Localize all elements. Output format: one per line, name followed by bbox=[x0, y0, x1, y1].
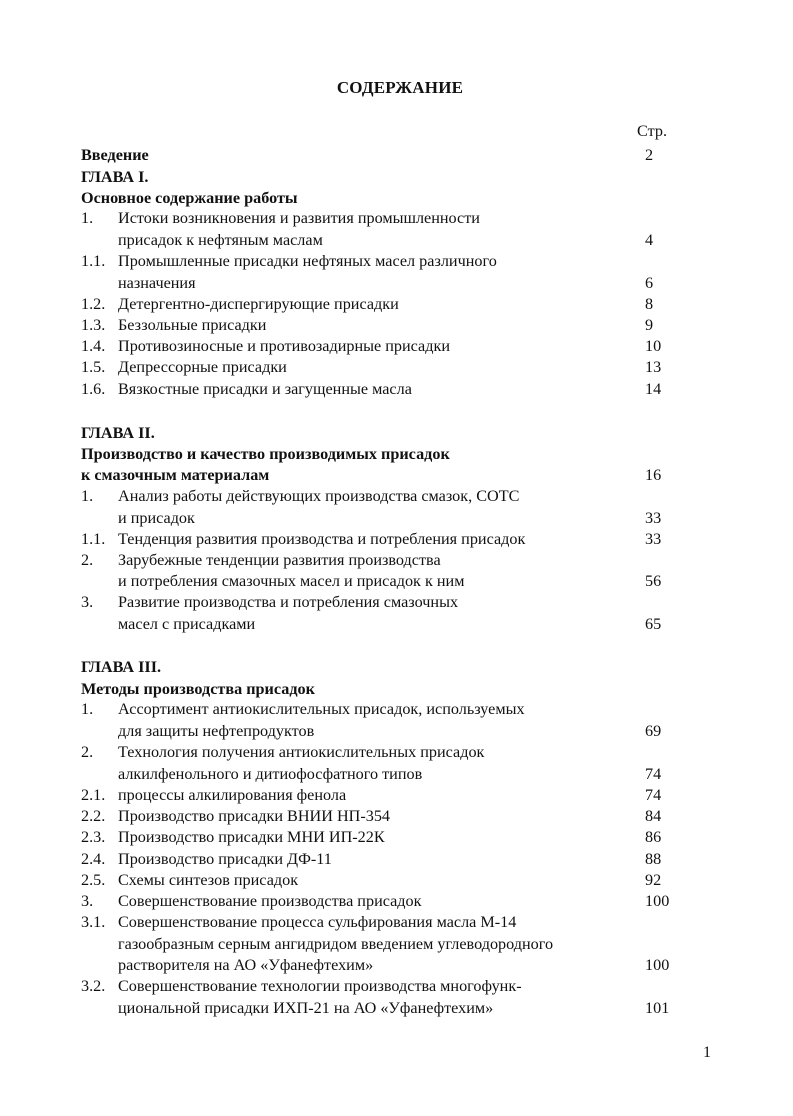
toc-entry-page: 33 bbox=[645, 509, 662, 527]
toc-entry-text: алкилфенольного и дитиофосфатного типов bbox=[118, 765, 423, 783]
toc-entry-page: 8 bbox=[645, 295, 654, 313]
toc-entry-text: назначения bbox=[118, 274, 196, 292]
toc-entry bbox=[0, 870, 793, 891]
toc-entry bbox=[0, 145, 793, 166]
toc-entry-text: ГЛАВА II. bbox=[81, 424, 155, 442]
toc-entry-text: ГЛАВА I. bbox=[81, 168, 149, 186]
toc-entry-page: 6 bbox=[645, 274, 654, 292]
toc-entry bbox=[0, 167, 793, 188]
toc-entry-text: Производство присадки ВНИИ НП-354 bbox=[118, 807, 391, 825]
toc-entry-number: 1.4. bbox=[81, 337, 106, 355]
toc-entry-text: присадок к нефтяным маслам bbox=[118, 231, 323, 249]
toc-entry-number: 3. bbox=[81, 593, 94, 611]
toc-entry-number: 2.3. bbox=[81, 828, 106, 846]
toc-entry-text: Совершенствование технологии производства многофунк- bbox=[118, 977, 522, 995]
page-number: 1 bbox=[703, 1044, 711, 1061]
toc-entry-number: 1.2. bbox=[81, 295, 106, 313]
toc-entry bbox=[0, 423, 793, 444]
page-title: СОДЕРЖАНИЕ bbox=[336, 78, 464, 97]
toc-entry-text: Противозиносные и противозадирные присадки bbox=[118, 337, 451, 355]
toc-entry-page: 14 bbox=[645, 380, 662, 398]
toc-entry-number: 1.1. bbox=[81, 252, 106, 270]
toc-entry-text: Детергентно-диспергирующие присадки bbox=[118, 295, 399, 313]
toc-entry bbox=[0, 657, 793, 678]
toc-entry-page: 2 bbox=[645, 146, 654, 164]
toc-entry-page: 74 bbox=[645, 765, 662, 783]
toc-entry-number: 1.3. bbox=[81, 316, 106, 334]
page-column-header bbox=[0, 121, 793, 142]
toc-entry-text: Совершенствование процесса сульфирования масла М-14 bbox=[118, 913, 517, 931]
toc-entry-page: 10 bbox=[645, 337, 662, 355]
toc-entry-text: Производство и качество производимых присадок bbox=[81, 445, 450, 463]
toc-entry-text: Основное содержание работы bbox=[81, 189, 298, 207]
toc-entry-number: 1. bbox=[81, 700, 94, 718]
toc-entry-number: 3.1. bbox=[81, 913, 106, 931]
toc-entry-text: Промышленные присадки нефтяных масел различного bbox=[118, 252, 497, 270]
toc-entry-number: 1.5. bbox=[81, 358, 106, 376]
toc-entry-page: 101 bbox=[645, 999, 670, 1017]
toc-entry-text: Производство присадки ДФ-11 bbox=[118, 850, 332, 868]
toc-entry bbox=[0, 529, 793, 550]
toc-entry bbox=[0, 550, 793, 571]
toc-entry-text: Технология получения антиокислительных присадок bbox=[118, 743, 485, 761]
toc-entry-text: Истоки возникновения и развития промышленности bbox=[118, 209, 480, 227]
toc-entry-page: 92 bbox=[645, 871, 662, 889]
toc-entry-text: и потребления смазочных масел и присадок к ним bbox=[118, 572, 465, 590]
toc-entry-text: Схемы синтезов присадок bbox=[118, 871, 299, 889]
toc-entry-number: 1.1. bbox=[81, 530, 106, 548]
toc-entry bbox=[0, 955, 793, 976]
toc-entry-text: Вязкостные присадки и загущенные масла bbox=[118, 380, 412, 398]
toc-entry-text: Введение bbox=[81, 146, 149, 164]
toc-entry-text: Зарубежные тенденции развития производства bbox=[118, 551, 441, 569]
toc-entry-page: 74 bbox=[645, 786, 662, 804]
toc-entry-page: 56 bbox=[645, 572, 662, 590]
toc-entry-text: циональной присадки ИХП-21 на АО «Уфанефтехим» bbox=[118, 999, 494, 1017]
toc-entry bbox=[0, 188, 793, 209]
toc-entry bbox=[0, 976, 793, 997]
toc-entry bbox=[0, 465, 793, 486]
toc-entry-page: 65 bbox=[645, 615, 662, 633]
toc-entry bbox=[0, 912, 793, 933]
toc-entry-text: Ассортимент антиокислительных присадок, используемых bbox=[118, 700, 525, 718]
toc-entry-text: Тенденция развития производства и потребления присадок bbox=[118, 530, 526, 548]
toc-entry bbox=[0, 891, 793, 912]
toc-entry bbox=[0, 827, 793, 848]
toc-entry-number: 1. bbox=[81, 487, 94, 505]
toc-entry-page: 84 bbox=[645, 807, 662, 825]
toc-entry-page: 100 bbox=[645, 956, 670, 974]
toc-entry-text: Совершенствование производства присадок bbox=[118, 892, 422, 910]
toc-entry bbox=[0, 379, 793, 400]
toc-entry bbox=[0, 934, 793, 955]
toc-entry bbox=[0, 614, 793, 635]
toc-entry-number: 2.5. bbox=[81, 871, 106, 889]
toc-entry bbox=[0, 764, 793, 785]
toc-entry-number: 2. bbox=[81, 743, 94, 761]
toc-entry-number: 1. bbox=[81, 209, 94, 227]
toc-entry bbox=[0, 294, 793, 315]
toc-entry bbox=[0, 742, 793, 763]
toc-entry bbox=[0, 592, 793, 613]
toc-entry-text: для защиты нефтепродуктов bbox=[118, 722, 315, 740]
toc-entry-number: 1.6. bbox=[81, 380, 106, 398]
toc-entry-text: Анализ работы действующих производства смазок, СОТС bbox=[118, 487, 520, 505]
toc-entry bbox=[0, 721, 793, 742]
toc-entry-text: газообразным серным ангидридом введением углеводородного bbox=[118, 935, 554, 953]
toc-entry-text: к смазочным материалам bbox=[81, 466, 270, 484]
toc-entry-page: 33 bbox=[645, 530, 662, 548]
toc-entry bbox=[0, 806, 793, 827]
toc-entry bbox=[0, 336, 793, 357]
toc-entry-number: 3. bbox=[81, 892, 94, 910]
page-column-label: Стр. bbox=[637, 122, 667, 140]
toc-entry bbox=[0, 315, 793, 336]
toc-entry bbox=[0, 699, 793, 720]
toc-entry-number: 2. bbox=[81, 551, 94, 569]
toc-entry-page: 86 bbox=[645, 828, 662, 846]
toc-entry bbox=[0, 208, 793, 229]
toc-entry bbox=[0, 444, 793, 465]
toc-entry bbox=[0, 849, 793, 870]
toc-entry-page: 4 bbox=[645, 231, 654, 249]
toc-entry-page: 16 bbox=[645, 466, 662, 484]
toc-entry bbox=[0, 679, 793, 700]
toc-entry-text: Беззольные присадки bbox=[118, 316, 267, 334]
toc-entry-page: 13 bbox=[645, 358, 662, 376]
toc-entry-text: Производство присадки МНИ ИП-22К bbox=[118, 828, 385, 846]
toc-entry bbox=[0, 273, 793, 294]
toc-entry bbox=[0, 785, 793, 806]
toc-entry-text: Депрессорные присадки bbox=[118, 358, 287, 376]
toc-entry bbox=[0, 230, 793, 251]
toc-entry bbox=[0, 486, 793, 507]
toc-entry-number: 2.4. bbox=[81, 850, 106, 868]
toc-entry-page: 88 bbox=[645, 850, 662, 868]
toc-entry-text: масел с присадками bbox=[118, 615, 256, 633]
toc-entry bbox=[0, 998, 793, 1019]
toc-entry-text: ГЛАВА III. bbox=[81, 658, 162, 676]
toc-entry-page: 9 bbox=[645, 316, 654, 334]
toc-entry-text: растворителя на АО «Уфанефтехим» bbox=[118, 956, 374, 974]
toc-entry bbox=[0, 357, 793, 378]
toc-entry bbox=[0, 508, 793, 529]
toc-entry-number: 2.1. bbox=[81, 786, 106, 804]
toc-entry-number: 2.2. bbox=[81, 807, 106, 825]
toc-entry-text: Методы производства присадок bbox=[81, 680, 315, 698]
toc-entry-text: Развитие производства и потребления смазочных bbox=[118, 593, 459, 611]
toc-entry-page: 100 bbox=[645, 892, 670, 910]
toc-entry-number: 3.2. bbox=[81, 977, 106, 995]
toc-entry-text: процессы алкилирования фенола bbox=[118, 786, 347, 804]
toc-entry bbox=[0, 251, 793, 272]
toc-entry-text: и присадок bbox=[118, 509, 195, 527]
toc-entry-page: 69 bbox=[645, 722, 662, 740]
toc-entry bbox=[0, 571, 793, 592]
